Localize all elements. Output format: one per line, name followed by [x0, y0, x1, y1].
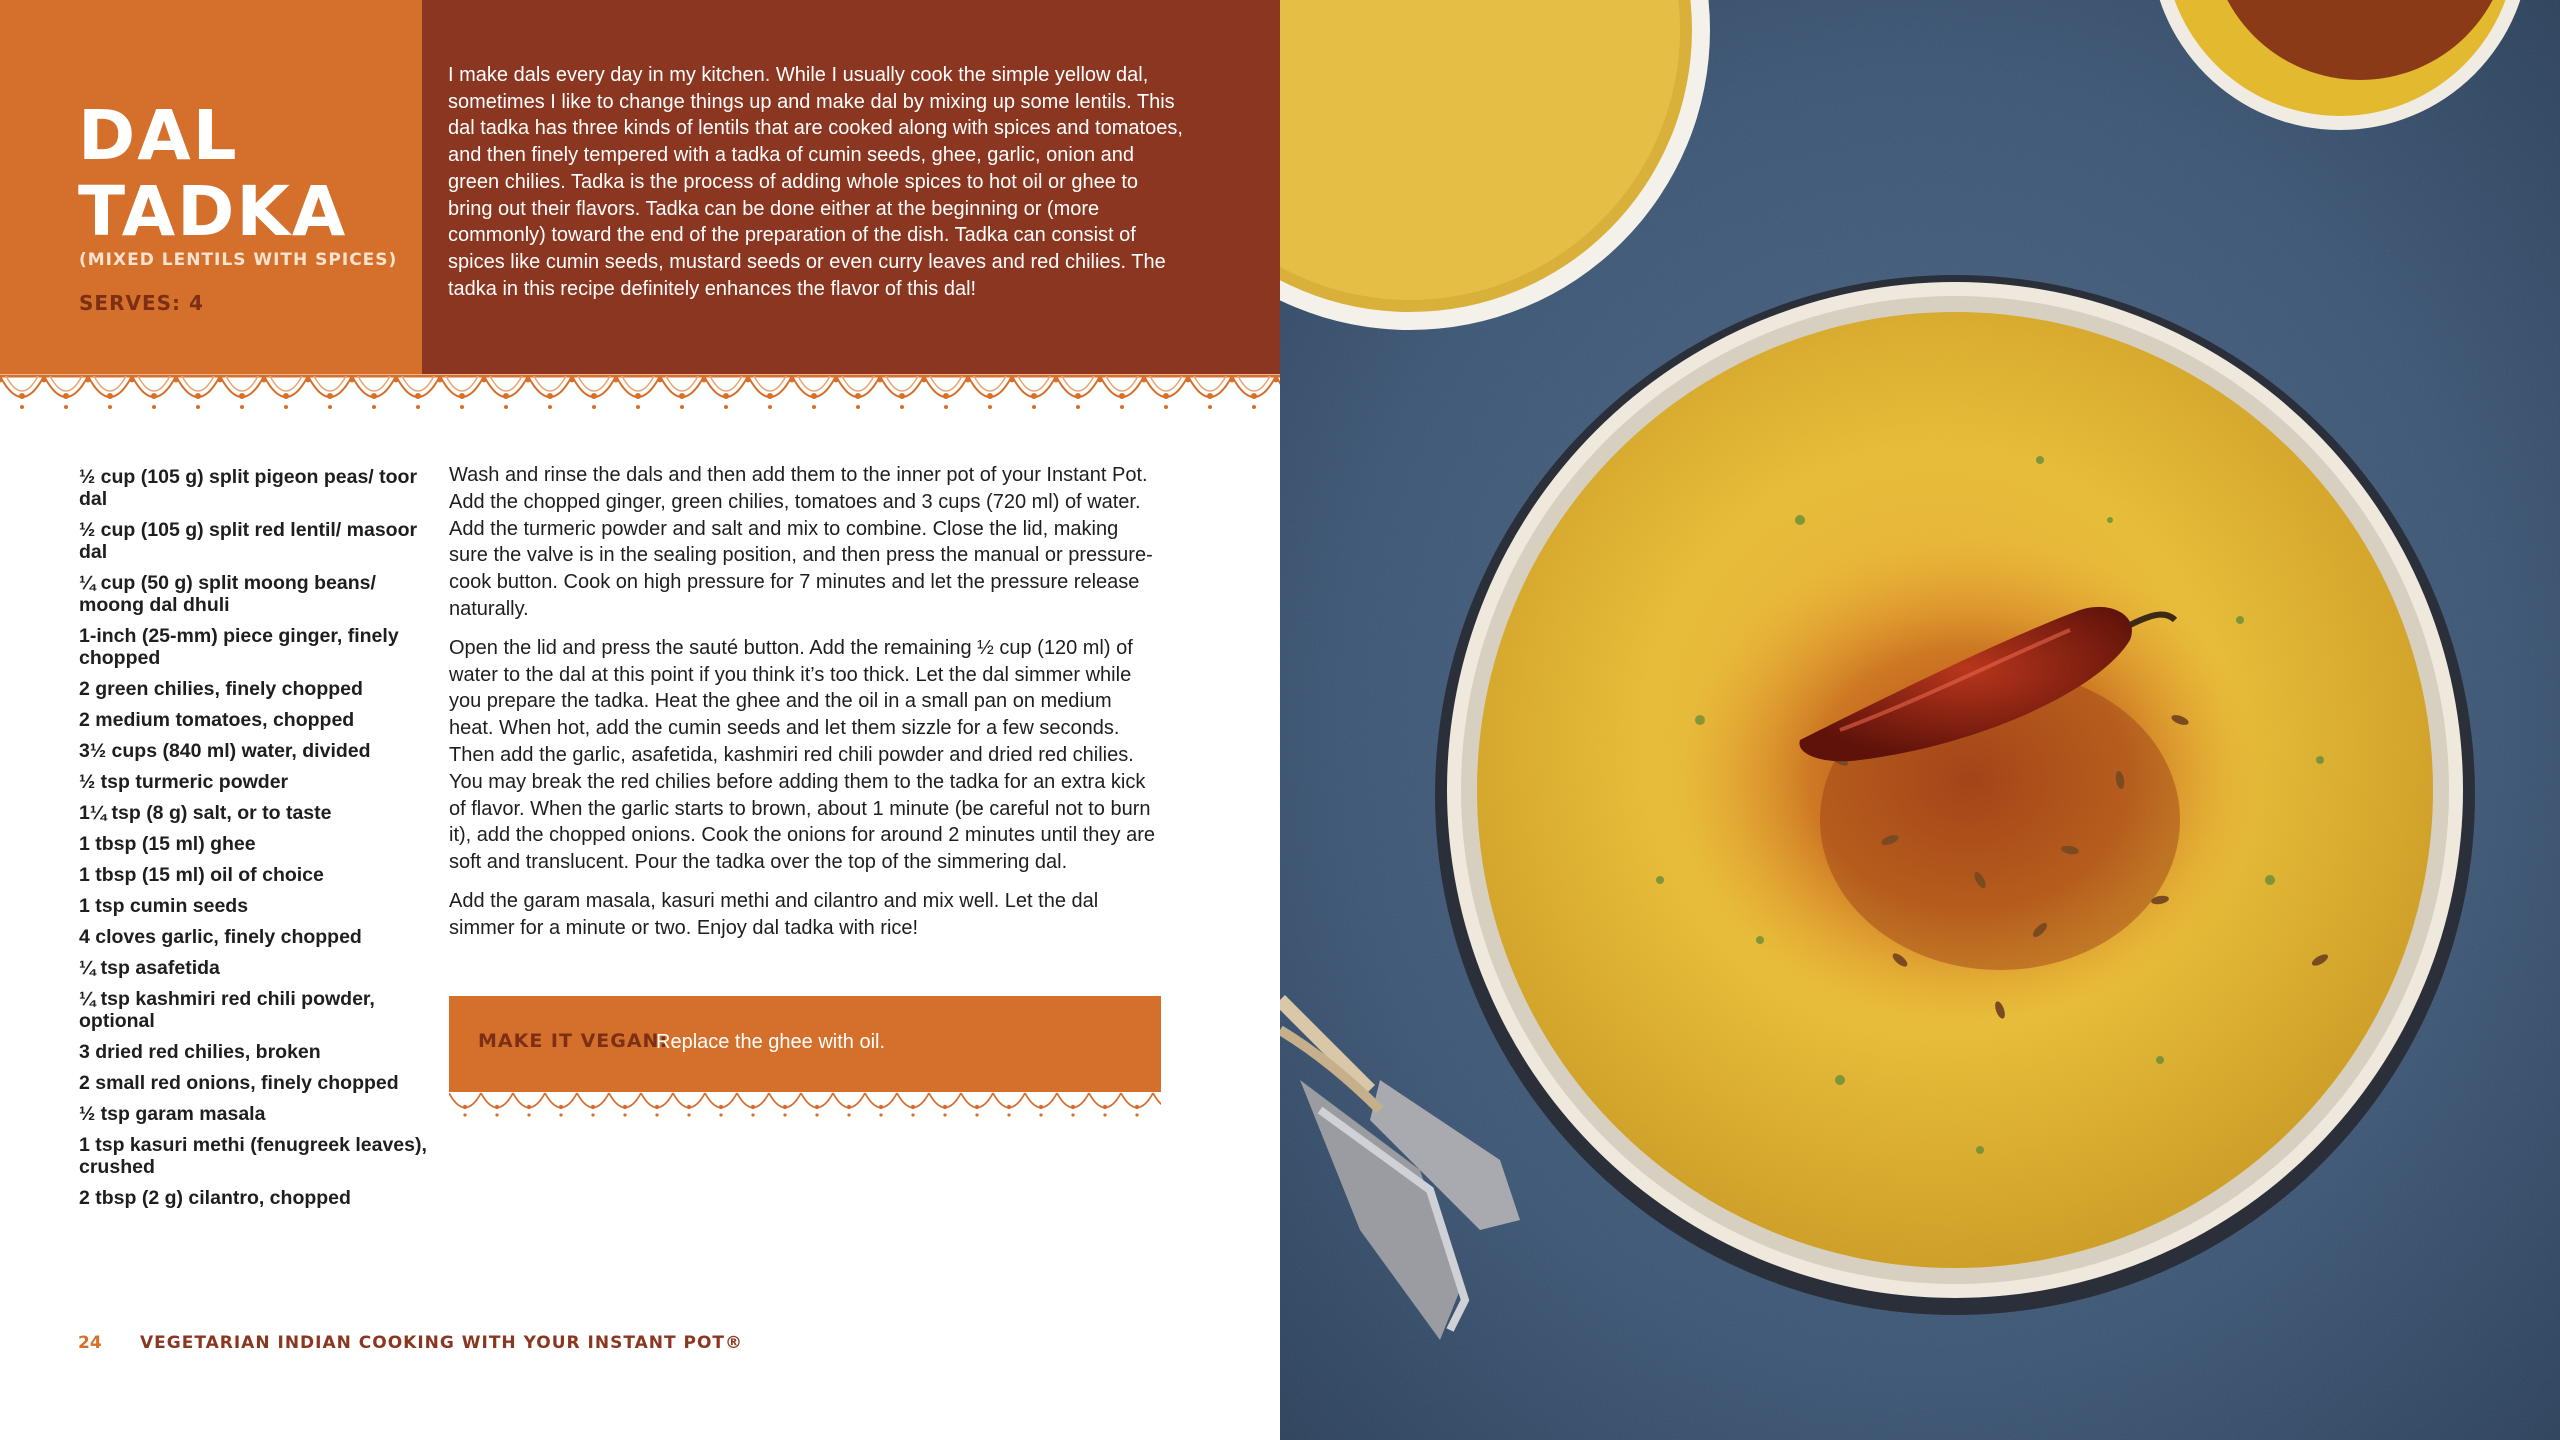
ingredient-item: 1-inch (25-mm) piece ginger, finely chopped	[79, 625, 399, 669]
ingredient-item: ½ cup (105 g) split pigeon peas/ toor dal	[79, 466, 418, 510]
dal-photo	[1280, 0, 2560, 1440]
method-step-2: Open the lid and press the sauté button. Add the remaining ½ cup (120 ml) of water to the dal at this point if you think it’s too thick. Let the dal simmer while you prepare the tadka. Heat the ghee and the oil in a small pan on medium heat. When hot, add the cumin seeds and let them sizzle for a few seconds. Then add the garlic, asafetida, kashmiri red chili powder and dried red chilies. You may break the red chilies before adding them to the tadka for an extra kick of flavor. When the garlic starts to brown, about 1 minute (be careful not to burn it), add the chopped onions. Cook the onions for around 2 minutes until they are soft and translucent. Pour the tadka over the top of the simmering dal.	[449, 636, 1156, 874]
title-line-1: DAL	[78, 96, 239, 176]
ingredient-item: 2 tbsp (2 g) cilantro, chopped	[79, 1187, 351, 1209]
title-line-2: TADKA	[78, 172, 348, 252]
vegan-tip-box	[449, 996, 1161, 1092]
recipe-title	[78, 98, 347, 250]
ingredient-item: 2 medium tomatoes, chopped	[79, 709, 355, 731]
ingredient-item: ¼ tsp kashmiri red chili powder, optional	[79, 988, 375, 1032]
method-step-1: Wash and rinse the dals and then add them to the inner pot of your Instant Pot. Add the chopped ginger, green chilies, tomatoes and 3 cups (720 ml) of water. Add the turmeric powder and salt and mix to combine. Close the lid, making sure the valve is in the sealing position, and then press the manual or pressure-cook button. Cook on high pressure for 7 minutes and let the pressure release naturally.	[449, 464, 1153, 620]
ingredient-item: 3 dried red chilies, broken	[79, 1041, 321, 1063]
intro-box	[422, 0, 1280, 374]
lace-border-decoration	[0, 374, 1280, 420]
ingredient-item: ½ cup (105 g) split red lentil/ masoor dal	[79, 519, 418, 563]
recipe-subtitle: (MIXED LENTILS WITH SPICES)	[79, 250, 398, 270]
ingredient-item: ¼ cup (50 g) split moong beans/ moong dal dhuli	[79, 572, 376, 616]
dal-bowl-illustration	[1280, 0, 2560, 1440]
method-step-3: Add the garam masala, kasuri methi and cilantro and mix well. Let the dal simmer for a minute or two. Enjoy dal tadka with rice!	[449, 889, 1099, 939]
tip-lace-decoration	[449, 1092, 1161, 1122]
vegan-tip-label: MAKE IT VEGAN:	[478, 1030, 669, 1052]
ingredient-item: ¼ tsp asafetida	[79, 957, 220, 979]
ingredient-item: 1 tsp kasuri methi (fenugreek leaves), crushed	[79, 1134, 427, 1178]
ingredient-item: ½ tsp garam masala	[79, 1103, 266, 1125]
page-number: 24	[78, 1333, 102, 1353]
ingredient-item: 1 tsp cumin seeds	[79, 895, 249, 917]
book-title: VEGETARIAN INDIAN COOKING WITH YOUR INSTANT POT®	[140, 1333, 744, 1353]
ingredient-item: 4 cloves garlic, finely chopped	[79, 926, 362, 948]
title-box	[0, 0, 422, 374]
ingredient-item: 3½ cups (840 ml) water, divided	[79, 740, 371, 762]
intro-text: I make dals every day in my kitchen. While I usually cook the simple yellow dal, sometimes I like to change things up and make dal by mixing up some lentils. This dal tadka has three kinds of lentils that are cooked along with spices and tomatoes, and then finely tempered with a tadka of cumin seeds, ghee, garlic, onion and green chilies. Tadka is the process of adding whole spices to hot oil or ghee to bring out their flavors. Tadka can be done either at the beginning or (more commonly) toward the end of the preparation of the dish. Tadka can consist of spices like cumin seeds, mustard seeds or even curry leaves and red chilies. The tadka in this recipe definitely enhances the flavor of this dal!	[448, 64, 1183, 300]
ingredient-item: 1¼ tsp (8 g) salt, or to taste	[79, 802, 332, 824]
ingredient-item: 1 tbsp (15 ml) oil of choice	[79, 864, 324, 886]
serves-label: SERVES: 4	[79, 291, 204, 315]
vegan-tip-text: Replace the ghee with oil.	[656, 1031, 886, 1053]
ingredient-item: 1 tbsp (15 ml) ghee	[79, 833, 256, 855]
method-section	[449, 462, 1161, 954]
ingredient-item: 2 green chilies, finely chopped	[79, 678, 363, 700]
ingredient-item: 2 small red onions, finely chopped	[79, 1072, 399, 1094]
ingredient-item: ½ tsp turmeric powder	[79, 771, 289, 793]
ingredients-list	[79, 466, 429, 1218]
